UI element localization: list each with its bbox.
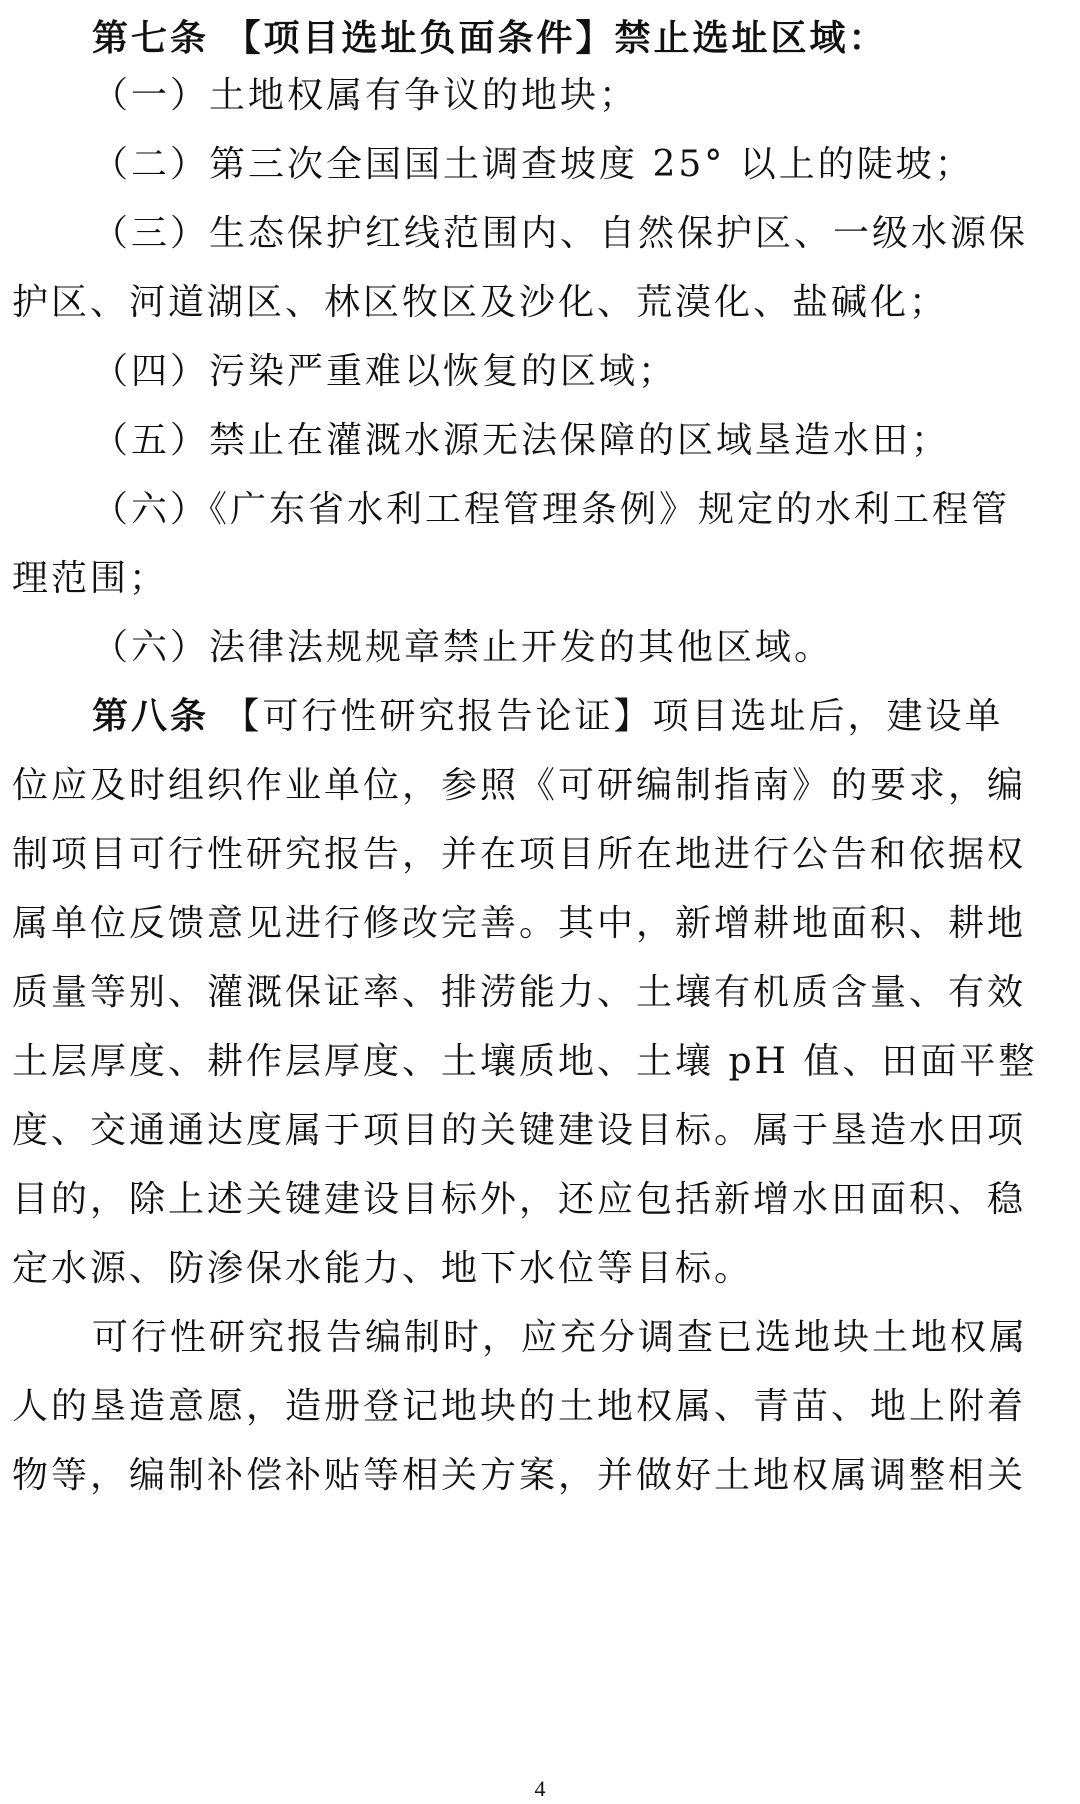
- list-item: （二）第三次全国国土调查坡度 25° 以上的陡坡；: [92, 144, 974, 185]
- paragraph-line: 目的，除上述关键建设目标外，还应包括新增水田面积、稳: [12, 1179, 1027, 1220]
- list-item-continuation: 护区、河道湖区、林区牧区及沙化、荒漠化、盐碱化；: [12, 282, 949, 323]
- paragraph-line: 位应及时组织作业单位，参照《可研编制指南》的要求，编: [12, 765, 1027, 806]
- list-item: （四）污染严重难以恢复的区域；: [92, 351, 678, 392]
- paragraph-line: 定水源、防渗保水能力、地下水位等目标。: [12, 1248, 754, 1289]
- paragraph-line: 度、交通通达度属于项目的关键建设目标。属于垦造水田项: [12, 1110, 1027, 1151]
- paragraph-line: 土层厚度、耕作层厚度、土壤质地、土壤 pH 值、田面平整: [12, 1041, 1038, 1082]
- list-item: （六）法律法规规章禁止开发的其他区域。: [92, 627, 834, 668]
- list-item: （一）土地权属有争议的地块；: [92, 75, 639, 116]
- paragraph-line: 属单位反馈意见进行修改完善。其中，新增耕地面积、耕地: [12, 903, 1027, 944]
- list-item: （三）生态保护红线范围内、自然保护区、一级水源保: [92, 213, 1029, 254]
- page-number: 4: [534, 1776, 546, 1801]
- article-8-text: 【可行性研究报告论证】项目选址后，建设单: [209, 696, 1004, 737]
- list-item-continuation: 理范围；: [12, 558, 169, 599]
- paragraph-line: 可行性研究报告编制时，应充分调查已选地块土地权属: [92, 1317, 1029, 1358]
- paragraph-line: 物等，编制补偿补贴等相关方案，并做好土地权属调整相关: [12, 1455, 1027, 1496]
- list-item: （六）《广东省水利工程管理条例》规定的水利工程管: [92, 489, 1011, 530]
- paragraph-line: 人的垦造意愿，造册登记地块的土地权属、青苗、地上附着: [12, 1386, 1027, 1427]
- paragraph-line: 质量等别、灌溉保证率、排涝能力、土壤有机质含量、有效: [12, 972, 1027, 1013]
- article-8-label: 第八条: [92, 696, 210, 737]
- paragraph-line: 制项目可行性研究报告，并在项目所在地进行公告和依据权: [12, 834, 1027, 875]
- article-8-line: [0, 678, 1080, 756]
- article-7-heading: 第七条 【项目选址负面条件】禁止选址区域：: [92, 18, 888, 59]
- list-item: （五）禁止在灌溉水源无法保障的区域垦造水田；: [92, 420, 951, 461]
